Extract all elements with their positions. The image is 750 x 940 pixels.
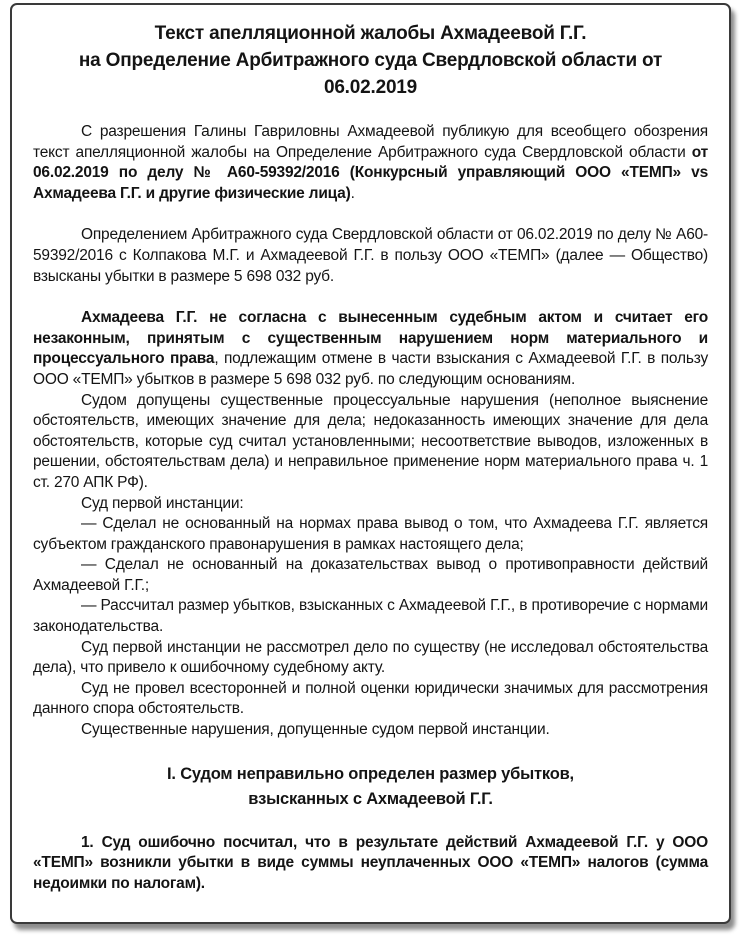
list-item-conclusion-not-based-on-law: — Сделал не основанный на нормах права вывод о том, что Ахмадеева Г.Г. является субъектом гражданского правонарушения в рамках настоящего дела; [33,515,708,553]
document-title-line-1: Текст апелляционной жалобы Ахмадеевой Г.Г. [154,23,587,44]
section-heading-1-line-2: взысканных с Ахмадеевой Г.Г. [248,789,493,808]
document-title [33,20,708,101]
list-item-conclusion-not-based-on-evidence: — Сделал не основанный на доказательствах вывод о противоправности действий Ахмадеевой Г.Г.; [33,556,708,594]
paragraph-point-1-tax-losses: 1. Суд ошибочно посчитал, что в результате действий Ахмадеевой Г.Г. у ООО «ТЕМП» возникли убытки в виде суммы неуплаченных ООО «ТЕМП» налогов (сумма недоимки по налогам). [33,833,708,892]
document-title-line-2: на Определение Арбитражного суда Свердловской области от 06.02.2019 [78,50,663,98]
paragraph-ruling-summary: Определением Арбитражного суда Свердловской области от 06.02.2019 по делу № А60-59392/2016 с Колпакова М.Г. и Ахмадеевой Г.Г. в пользу ООО «ТЕМП» (далее — Общество) взысканы убытки в размере 5 698 032 руб. [33,226,708,285]
document-sheet [10,3,731,924]
paragraph-case-not-examined: Суд первой инстанции не рассмотрел дело по существу (не исследовал обстоятельства дела), что привело к ошибочному судебному акту. [33,638,708,677]
paragraph-procedural-violations: Судом допущены существенные процессуальные нарушения (неполное выяснение обстоятельств, имеющих значение для дела; недоказанность имеющих значение для дела обстоятельств, которые суд считал установленными; несоответствие выводов, изложенных в решении, обстоятельствам дела) и неправильное применение норм материального права ч. 1 ст. 270 АПК РФ). [33,391,708,491]
paragraph-disagreement-bold: Ахмадеева Г.Г. не согласна с вынесенным судебным актом и считает его незаконным, принятым с существенным нарушением норм материального и процессуального права [33,309,708,368]
paragraph-permission-note-case-reference: от 06.02.2019 по делу № А60-59392/2016 (Конкурсный управляющий ООО «ТЕМП» vs Ахмадеева Г.Г. и другие физические лица) [33,143,708,202]
paragraph-permission-note-period: . [350,184,355,202]
paragraph-permission-note [33,122,708,204]
paragraph-no-full-assessment: Суд не провел всесторонней и полной оценки юридически значимых для рассмотрения данного спора обстоятельств. [33,679,708,718]
paragraph-permission-note-text: С разрешения Галины Гавриловны Ахмадеевой публикую для всеобщего обозрения текст апелляционной жалобы на Определение Арбитражного суда Свердловской области [33,123,708,161]
list-item-damages-miscalculated: — Рассчитал размер убытков, взысканных с Ахмадеевой Г.Г., в противоречие с нормами законодательства. [33,597,708,636]
paragraph-first-instance-court-intro: Суд первой инстанции: [81,494,244,512]
section-heading-1-line-1: I. Судом неправильно определен размер убытков, [167,764,574,783]
paragraph-disagreement [33,308,708,390]
paragraph-substantial-violations: Существенные нарушения, допущенные судом первой инстанции. [81,721,550,739]
section-heading-1 [33,762,708,812]
paragraph-disagreement-rest: , подлежащим отмене в части взыскания с Ахмадеевой Г.Г. в пользу ООО «ТЕМП» убытков в размере 5 698 032 руб. по следующим основаниям. [33,350,708,388]
